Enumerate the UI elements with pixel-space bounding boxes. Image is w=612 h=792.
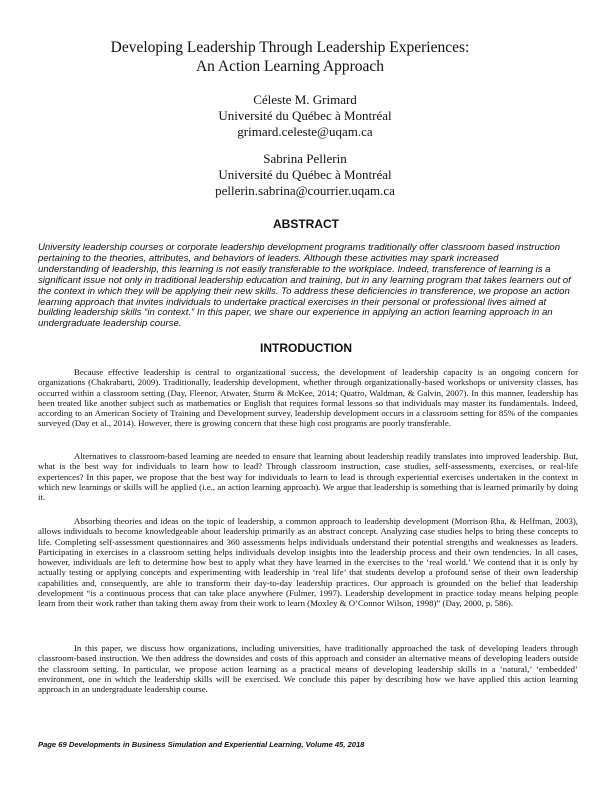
paragraph-text: In this paper, we discuss how organizations, including universities, have traditionally approached the task of developing leaders through classroom-based instruction. We then address the downsides and costs of this approach and consider an alternative means of developing leaders outside the classroom setting. In particular, we propose action learning as a practical means of developing leadership skills in a ‘natural,’ ‘embedded’ environment, one in which the leadership skills will be exercised. We conclude this paper by describing how we have applied this action learning approach in an undergraduate leadership course.: [38, 643, 578, 695]
intro-paragraph-1: [38, 367, 578, 429]
abstract-line: understanding of leadership, this learning is not easily transferable to the workplace. Indeed, transference of learning is a: [38, 263, 551, 275]
author-name: Céleste M. Grimard: [253, 92, 357, 107]
author-affiliation: Université du Québec à Montréal: [218, 108, 392, 123]
journal-citation: Developments in Business Simulation and Experiential Learning, Volume 45, 2018: [68, 740, 365, 749]
page-footer: [38, 740, 364, 749]
abstract-line: learning approach that invites individuals to undertake practical exercises in their personal or professional lives aimed at: [38, 296, 547, 308]
intro-paragraph-2: [38, 451, 578, 502]
author-block-2: [110, 151, 500, 199]
abstract-body: [38, 243, 612, 330]
abstract-heading: ABSTRACT: [273, 217, 339, 231]
intro-paragraph-3: [38, 516, 578, 609]
author-affiliation: Université du Québec à Montréal: [218, 167, 392, 182]
abstract-line: undergraduate leadership course.: [38, 318, 182, 330]
abstract-line: University leadership courses or corporate leadership development programs traditionally offer classroom based instruction: [38, 243, 561, 253]
paragraph-text: Alternatives to classroom-based learning are needed to ensure that learning about leadership readily translates into improved leadership. But, what is the best way for individuals to learn how to lead? Through classroom instruction, case studies, self-assessments, exercises, or real-life experiences? In this paper, we propose that the best way for individuals to learn to lead is through experiential exercises undertaken in the context in which new learnings or skills will be applied (i.e., an action learning approach). We argue that leadership is something that is learned primarily by doing it.: [38, 451, 578, 503]
title-line-1: Developing Leadership Through Leadership Experiences:: [110, 39, 470, 56]
abstract-line: building leadership skills “in context.” In this paper, we share our experience in applying an action learning approach in an: [38, 307, 553, 319]
author-email: grimard.celeste@uqam.ca: [237, 124, 373, 139]
abstract-line: the context in which they will be applying their new skills. To address these deficiencies in transference, we propose an action: [38, 285, 570, 297]
title-line-2: An Action Learning Approach: [195, 58, 385, 75]
author-email: pellerin.sabrina@courrier.uqam.ca: [215, 183, 395, 198]
paragraph-text: Absorbing theories and ideas on the topic of leadership, a common approach to leadership development (Morrison Rha, & Helfman, 2003), allows individuals to become knowledgeable about leadership primarily as an abstract concept. Analyzing case studies helps to bring these concepts to life. Completing self-assessment questionnaires and 360 assessments helps individuals understand their potential strengths and weaknesses as leaders. Participating in exercises in a classroom setting helps individuals develop insights into the leadership process and their own tendencies. In all cases, however, individuals are left to determine how best to apply what they have learned in the exercises to the ‘real world.’ We contend that it is only by actually testing or applying concepts and experimenting with leadership in ‘real life’ that students develop a profound sense of their own leadership capabilities and, consequently, are able to transform their day-to-day leadership practices. Our approach is grounded on the belief that leadership development “is a continuous process that can take place anywhere (Fulmer, 1997). Leadership development in practice today means helping people learn from their work rather than taking them away from their work to learn (Moxley & O’Connor Wilson, 1998)” (Day, 2000, p. 586).: [38, 516, 578, 609]
abstract-line: pertaining to the theories, attributes, and behaviors of leaders. Although these activities may spark increased: [38, 252, 499, 264]
author-block-1: [110, 92, 500, 140]
author-name: Sabrina Pellerin: [263, 151, 347, 166]
introduction-heading: INTRODUCTION: [260, 341, 352, 355]
intro-paragraph-4: [38, 643, 578, 694]
paper-title: [40, 38, 540, 76]
paragraph-text: Because effective leadership is central to organizational success, the development of leadership capacity is an ongoing concern for organizations (Chakrabarti, 2009). Traditionally, leadership development, whether through organizationally-based workshops or university classes, has occurred within a classroom setting (Day, Fleenor, Atwater, Sturm & McKee, 2014; Quatro, Waldman, & Galvin, 2007). In this manner, leadership has been treated like another subject such as mathematics or English that requires formal lessons so that individuals may master its fundamentals. Indeed, according to an American Society of Training and Development survey, leadership development occurs in a classroom setting for 85% of the companies surveyed (Day et al., 2014). However, there is growing concern that these high cost programs are poorly transferable.: [38, 367, 578, 429]
abstract-line: significant issue not only in traditional leadership education and training, but in any learning program that takes learners out of: [38, 274, 571, 286]
page-number: Page 69: [38, 740, 67, 749]
